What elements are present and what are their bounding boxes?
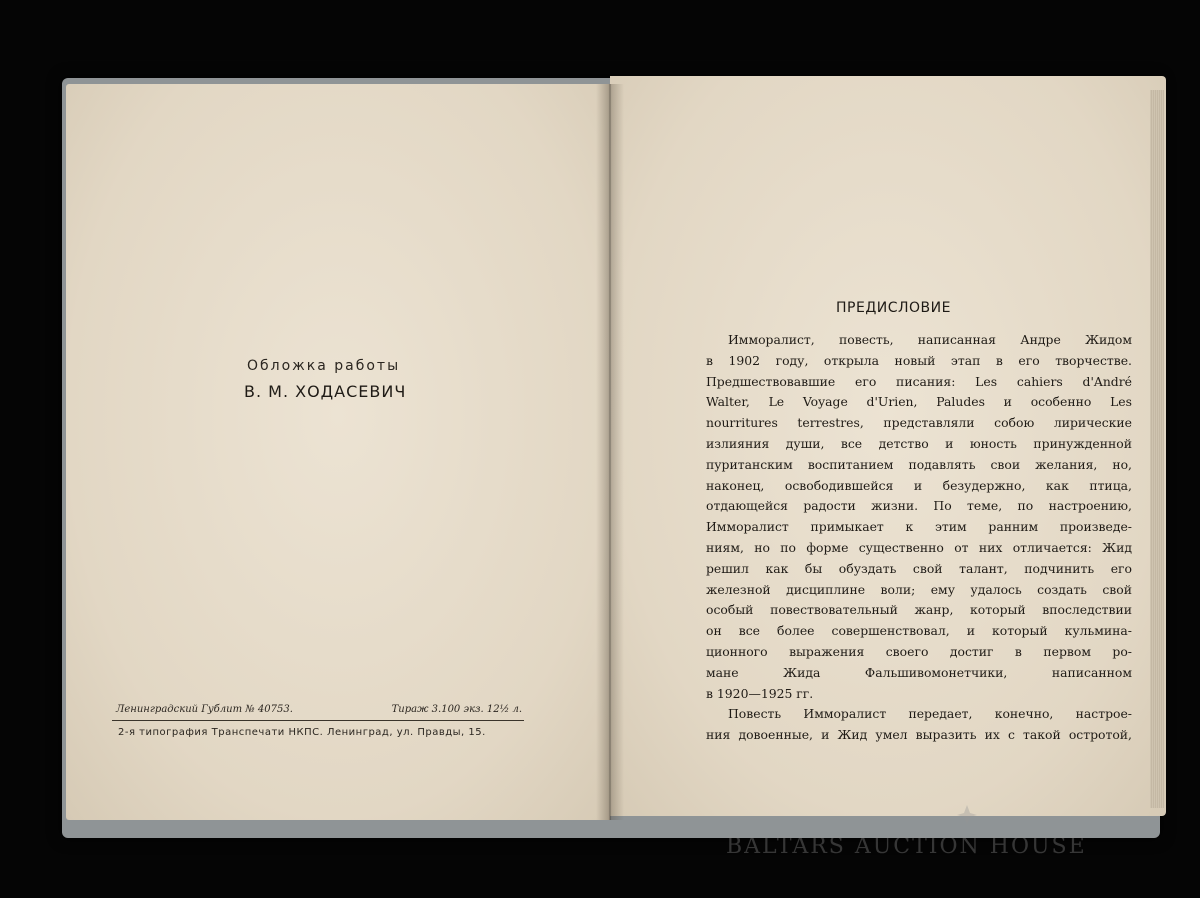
text-line: пуританским воспитанием подавлять свои желания, но, <box>706 456 1132 472</box>
text-line: мане Жида Фальшивомонетчики, написанном <box>706 664 1132 680</box>
text-line: излияния души, все детство и юность принужденной <box>706 435 1132 451</box>
text-line: ния довоенные, и Жид умел выразить их с такой остротой, <box>706 727 1132 743</box>
imprint-censor: Ленинградский Гублит № 40753. <box>116 704 293 715</box>
watermark-text: BALTARS AUCTION HOUSE <box>726 834 1087 859</box>
imprint-print-run: Тираж 3.100 экз. 12½ л. <box>391 704 522 715</box>
text-line: он все более совершенствовал, и который кульмина- <box>706 623 1132 639</box>
text-line: ниям, но по форме существенно от них отличается: Жид <box>706 539 1132 555</box>
text-line: отдающейся радости жизни. По теме, по настроению, <box>706 498 1132 514</box>
preface-heading: ПРЕДИСЛОВИЕ <box>836 300 951 316</box>
imprint-divider <box>112 720 524 721</box>
page-edges <box>1150 90 1164 808</box>
text-line: наконец, освободившейся и безудержно, как птица, <box>706 477 1132 493</box>
text-line: в 1902 году, открыла новый этап в его творчестве. <box>706 352 1132 368</box>
text-line: решил как бы обуздать свой талант, подчинить его <box>706 560 1132 576</box>
text-line: особый повествовательный жанр, который впоследствии <box>706 602 1132 618</box>
text-line: nourritures terrestres, представляли собою лирические <box>706 415 1132 431</box>
text-line: Имморалист примыкает к этим ранним произведе- <box>706 519 1132 535</box>
text-line: железной дисциплине воли; ему удалось создать свой <box>706 581 1132 597</box>
cover-artist-name: В. М. ХОДАСЕВИЧ <box>244 382 407 401</box>
imprint-printer: 2-я типография Транспечати НКПС. Ленинград, ул. Правды, 15. <box>118 727 486 738</box>
text-line: Имморалист, повесть, написанная Андре Жидом <box>728 332 1132 347</box>
text-line: ционного выражения своего достиг в первом ро- <box>706 643 1132 659</box>
text-line: в 1920—1925 гг. <box>706 685 814 701</box>
text-line: Предшествовавшие его писания: Les cahiers d'André <box>706 373 1132 389</box>
book-gutter <box>596 84 624 820</box>
cover-credit-label: Обложка работы <box>247 358 401 374</box>
text-line: Повесть Имморалист передает, конечно, настрое- <box>728 706 1132 722</box>
preface-text <box>706 330 1132 746</box>
text-line: Walter, Le Voyage d'Urien, Paludes и особенно Les <box>706 394 1132 410</box>
imprint-line <box>116 704 522 715</box>
watermark-logo-icon <box>956 804 978 826</box>
